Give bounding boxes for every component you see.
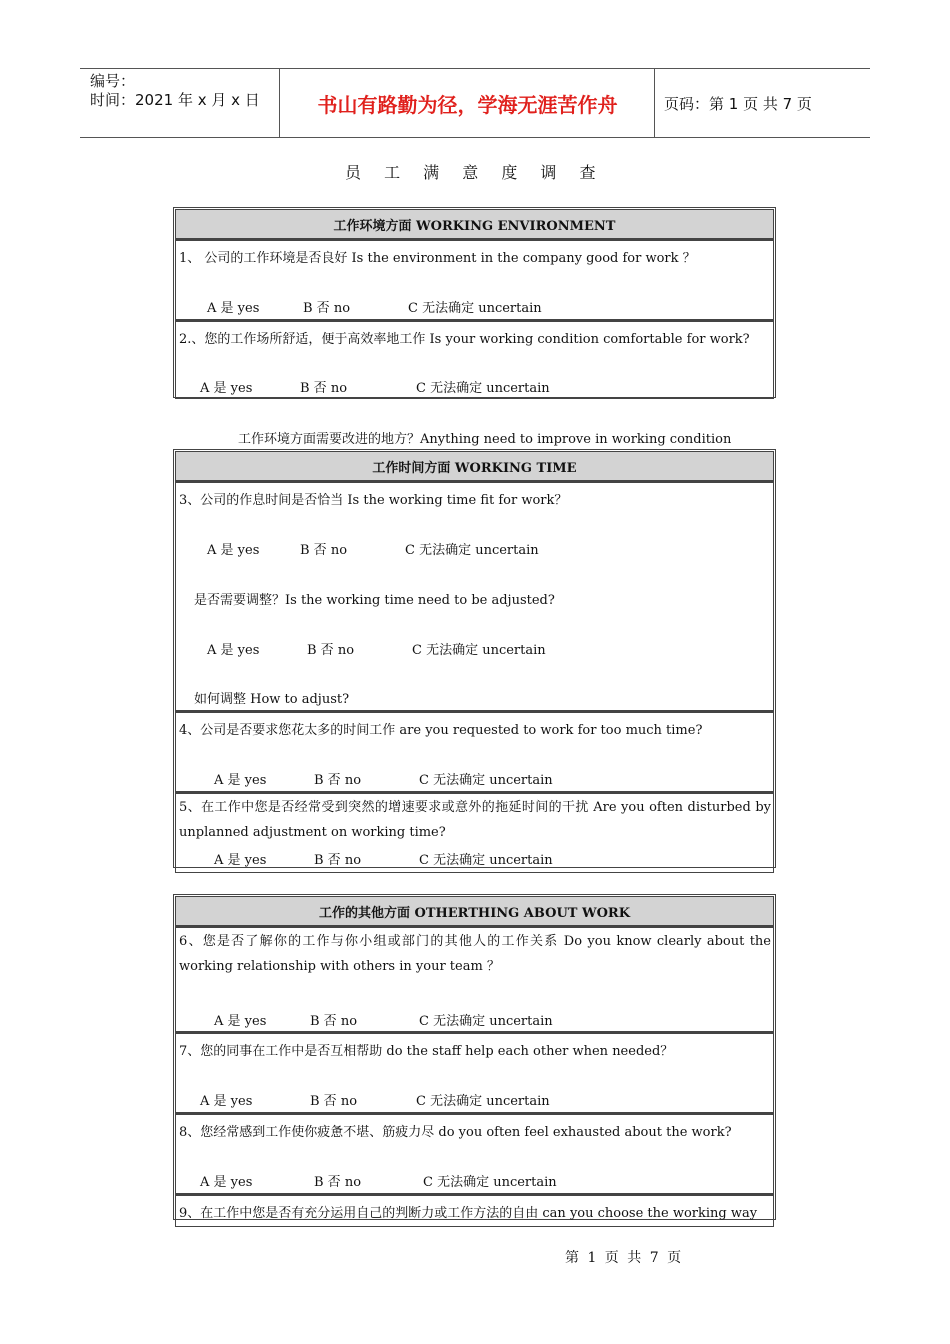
question-text: 7、您的同事在工作中是否互相帮助 do the staff help each other when needed？: [179, 1044, 674, 1059]
option-b: B 否 no: [300, 543, 348, 558]
question-text: 5、在工作中您是否经常受到突然的增速要求或意外的拖延时间的干扰 Are you often disturbed by unplanned adjustment on working time?: [179, 800, 771, 840]
section-heading: 工作时间方面 WORKING TIME: [175, 451, 774, 481]
option-a: A 是 yes: [214, 853, 267, 868]
question-6: [175, 926, 774, 1032]
option-c: C 无法确定 uncertain: [419, 853, 553, 868]
option-b: B 否 no: [310, 1094, 358, 1109]
sub-question-text: 是否需要调整？Is the working time need to be adjusted?: [194, 593, 555, 608]
option-c: C 无法确定 uncertain: [419, 1014, 553, 1029]
option-a: A 是 yes: [200, 1175, 253, 1190]
option-c: C 无法确定 uncertain: [423, 1175, 557, 1190]
page-header: [80, 68, 870, 138]
option-b: B 否 no: [300, 381, 348, 396]
option-b: B 否 no: [314, 1175, 362, 1190]
question-4: [175, 711, 774, 792]
question-text: 9、在工作中您是否有充分运用自己的判断力或工作方法的自由 can you choose the working way: [179, 1206, 758, 1221]
option-a: A 是 yes: [207, 301, 260, 316]
question-text: 4、公司是否要求您花太多的时间工作 are you requested to work for too much time?: [179, 723, 703, 738]
question-text: 3、公司的作息时间是否恰当 Is the working time fit for work？: [179, 493, 568, 508]
question-8: [175, 1113, 774, 1194]
option-b: B 否 no: [303, 301, 351, 316]
section-heading: 工作环境方面 WORKING ENVIRONMENT: [175, 209, 774, 239]
option-c: C 无法确定 uncertain: [412, 643, 546, 658]
option-a: A 是 yes: [214, 773, 267, 788]
option-c: C 无法确定 uncertain: [405, 543, 539, 558]
option-c: C 无法确定 uncertain: [419, 773, 553, 788]
section-other-things: [173, 894, 776, 1220]
option-b: B 否 no: [314, 853, 362, 868]
option-b: B 否 no: [314, 773, 362, 788]
header-page-info: 页码：第 1 页 共 7 页: [664, 94, 812, 113]
improvement-prompt: 工作环境方面需要改进的地方？Anything need to improve in working condition: [238, 432, 732, 447]
question-text: 8、您经常感到工作使你疲惫不堪、筋疲力尽 do you often feel exhausted about the work?: [179, 1125, 732, 1140]
section-working-time: [173, 449, 776, 868]
question-5: [175, 792, 774, 873]
document-title: 员 工 满 意 度 调 查: [345, 163, 605, 182]
header-meta: [80, 69, 280, 137]
question-7: [175, 1032, 774, 1113]
question-text: 2.、您的工作场所舒适，便于高效率地工作 Is your working condition comfortable for work?: [179, 332, 750, 347]
option-c: C 无法确定 uncertain: [416, 1094, 550, 1109]
option-a: A 是 yes: [200, 381, 253, 396]
option-c: C 无法确定 uncertain: [408, 301, 542, 316]
question-text: 1、 公司的工作环境是否良好 Is the environment in the company good for work ？: [179, 251, 696, 266]
header-slogan: 书山有路勤为径，学海无涯苦作舟: [281, 69, 655, 137]
section-working-environment: [173, 207, 776, 398]
question-1: [175, 239, 774, 320]
option-a: A 是 yes: [207, 643, 260, 658]
how-to-adjust-text: 如何调整 How to adjust?: [194, 692, 350, 707]
page-footer: 第 1 页 共 7 页: [565, 1250, 684, 1266]
option-c: C 无法确定 uncertain: [416, 381, 550, 396]
time-label: 时间：2021 年 x 月 x 日: [90, 91, 260, 109]
option-b: B 否 no: [310, 1014, 358, 1029]
question-3: [175, 481, 774, 711]
section-heading: 工作的其他方面 OTHERTHING ABOUT WORK: [175, 896, 774, 926]
question-text: 6、您是否了解你的工作与你小组或部门的其他人的工作关系 Do you know clearly about the working relationship with others in your team ？: [179, 934, 771, 974]
number-label: 编号：: [90, 72, 136, 90]
question-9: [175, 1194, 774, 1227]
option-a: A 是 yes: [207, 543, 260, 558]
option-a: A 是 yes: [200, 1094, 253, 1109]
option-b: B 否 no: [307, 643, 355, 658]
question-2: [175, 320, 774, 399]
option-a: A 是 yes: [214, 1014, 267, 1029]
